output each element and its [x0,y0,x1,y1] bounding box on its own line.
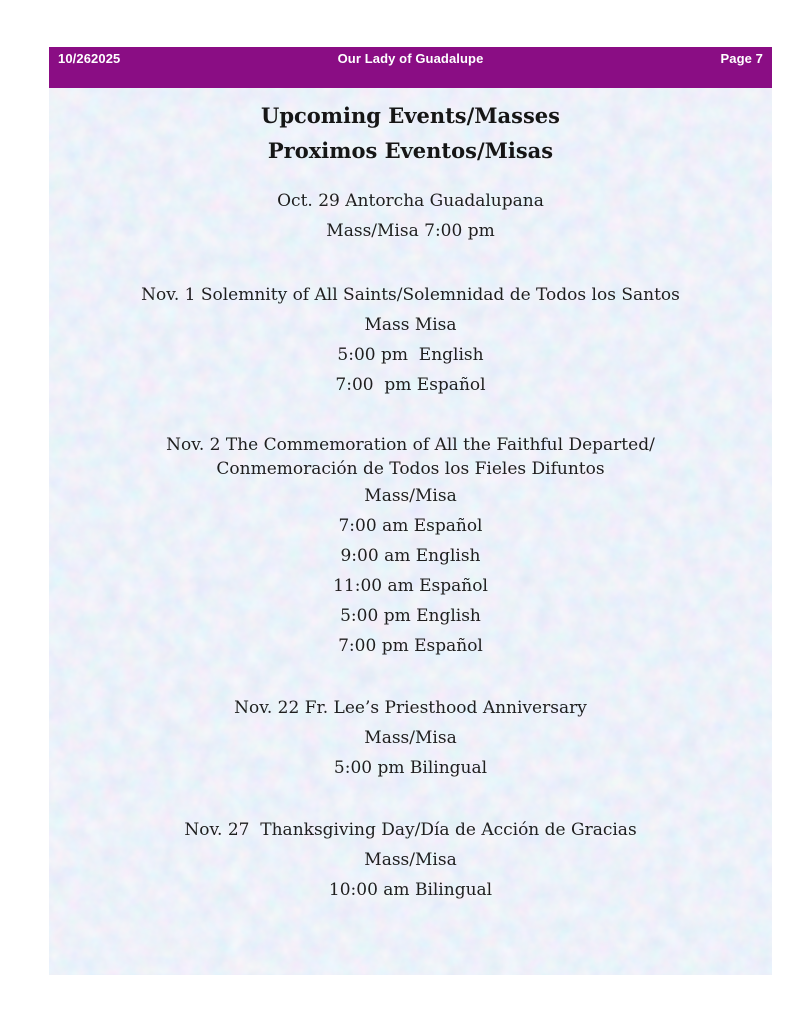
event-block [49,433,772,661]
event-title-line: Nov. 2 The Commemoration of All the Faithful Departed/ [166,435,655,455]
page-title-spanish: Proximos Eventos/Misas [267,138,554,163]
event-detail-line: 9:00 am English [340,546,481,566]
event-detail-line: 5:00 pm English [340,606,481,626]
event-block [49,815,772,905]
events-content-area [49,88,772,975]
event-block [49,693,772,783]
event-title-line: Nov. 1 Solemnity of All Saints/Solemnidad de Todos los Santos [141,285,680,305]
event-block [49,280,772,400]
event-detail-line: 7:00 am Español [338,516,483,536]
event-detail-line: 10:00 am Bilingual [328,880,493,900]
event-detail-line: Mass/Misa [364,850,457,870]
page-title-english: Upcoming Events/Masses [261,103,560,128]
event-detail-line: Mass Misa [364,315,457,335]
events-list [49,186,772,905]
event-title-line: Conmemoración de Todos los Fieles Difuntos [216,459,605,479]
event-detail-line: 5:00 pm Bilingual [333,758,488,778]
header-page-number: Page 7 [720,51,763,66]
event-detail-line: 5:00 pm English [337,345,484,365]
events-text-column [49,88,772,905]
event-title-line: Nov. 22 Fr. Lee’s Priesthood Anniversary [234,698,587,718]
event-title-line: Nov. 27 Thanksgiving Day/Día de Acción de Gracias [184,820,637,840]
event-detail-line: 11:00 am Español [333,576,488,596]
event-detail-line: 7:00 pm Español [335,375,486,395]
event-detail-line: 7:00 pm Español [338,636,483,656]
event-detail-line: Mass/Misa [364,728,457,748]
event-detail-line: Mass/Misa [364,486,457,506]
page-header-bar [49,47,772,88]
event-block [49,186,772,246]
event-detail-line: Mass/Misa 7:00 pm [326,221,495,241]
header-date: 10/262025 [58,51,121,66]
event-title-line: Oct. 29 Antorcha Guadalupana [277,191,544,211]
header-title: Our Lady of Guadalupe [337,51,484,66]
